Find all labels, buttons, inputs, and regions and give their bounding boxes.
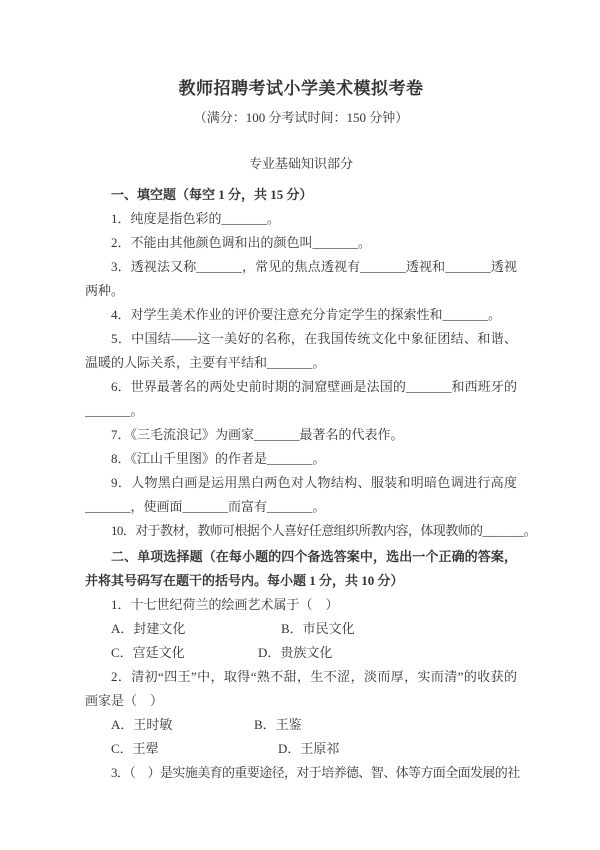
fill-question-6: 6．世界最著名的两处史前时期的洞窟壁画是法国的_______和西班牙的_______。 [85,379,517,418]
fill-question-9: 9．人物黑白画是运用黑白两色对人物结构、服装和明暗色调进行高度_______，使画面_______而富有_______。 [85,475,517,514]
choice-question-1-options-row-1 [85,617,517,641]
choice-2-option-a: A．王时敏 [111,717,173,732]
choice-question-1-stem: 1．十七世纪荷兰的绘画艺术属于（ ） [111,597,339,612]
fill-question-8: 8．《江山千里图》的作者是_______。 [111,451,326,466]
fill-question-4: 4．对学生美术作业的评价要注意充分肯定学生的探索性和_______。 [111,307,502,322]
exam-score-time-info: （满分：100 分考试时间：150 分钟） [193,110,409,125]
choice-2-option-c: C．王翚 [111,741,159,756]
fill-question-1: 1．纯度是指色彩的_______。 [111,211,281,226]
section-2-heading: 二、单项选择题（在每小题的四个备选答案中，选出一个正确的答案，并将其号码写在题干的括号内。每小题 1 分，共 10 分） [85,549,517,588]
choice-question-1-options-row-2 [85,641,517,665]
choice-1-option-d: D．贵族文化 [258,645,333,660]
fill-question-7: 7．《三毛流浪记》为画家_______最著名的代表作。 [111,427,404,442]
choice-2-option-b: B．王鉴 [254,717,302,732]
choice-1-option-c: C．宫廷文化 [111,645,185,660]
fill-question-5: 5．中国结——这一美好的名称，在我国传统文化中象征团结、和谐、温暖的人际关系，主要有平结和_______。 [85,331,517,370]
fill-question-2: 2．不能由其他颜色调和出的颜色叫_______。 [111,235,372,250]
choice-1-option-b: B．市民文化 [281,621,355,636]
part-heading: 专业基础知识部分 [248,156,353,171]
document-title: 教师招聘考试小学美术模拟考卷 [178,79,424,98]
choice-1-option-a: A．封建文化 [111,621,186,636]
section-1-heading: 一、填空题（每空 1 分，共 15 分） [111,187,313,202]
choice-question-3-stem: 3．（ ）是实施美育的重要途径，对于培养德、智、体等方面全面发展的社 [111,765,520,780]
fill-question-3: 3．透视法又称_______，常见的焦点透视有_______透视和_______透视两种。 [85,259,517,298]
choice-2-option-d: D．王原祁 [278,741,340,756]
choice-question-2-options-row-1 [85,713,517,737]
choice-question-2-options-row-2 [85,737,517,761]
choice-question-2-stem: 2．清初“四王”中，取得“熟不甜，生不涩，淡而厚，实而清”的收获的画家是（ ） [85,669,517,708]
fill-question-10: 10．对于教材，教师可根据个人喜好任意组织所教内容，体现教师的_______。 [111,523,537,538]
